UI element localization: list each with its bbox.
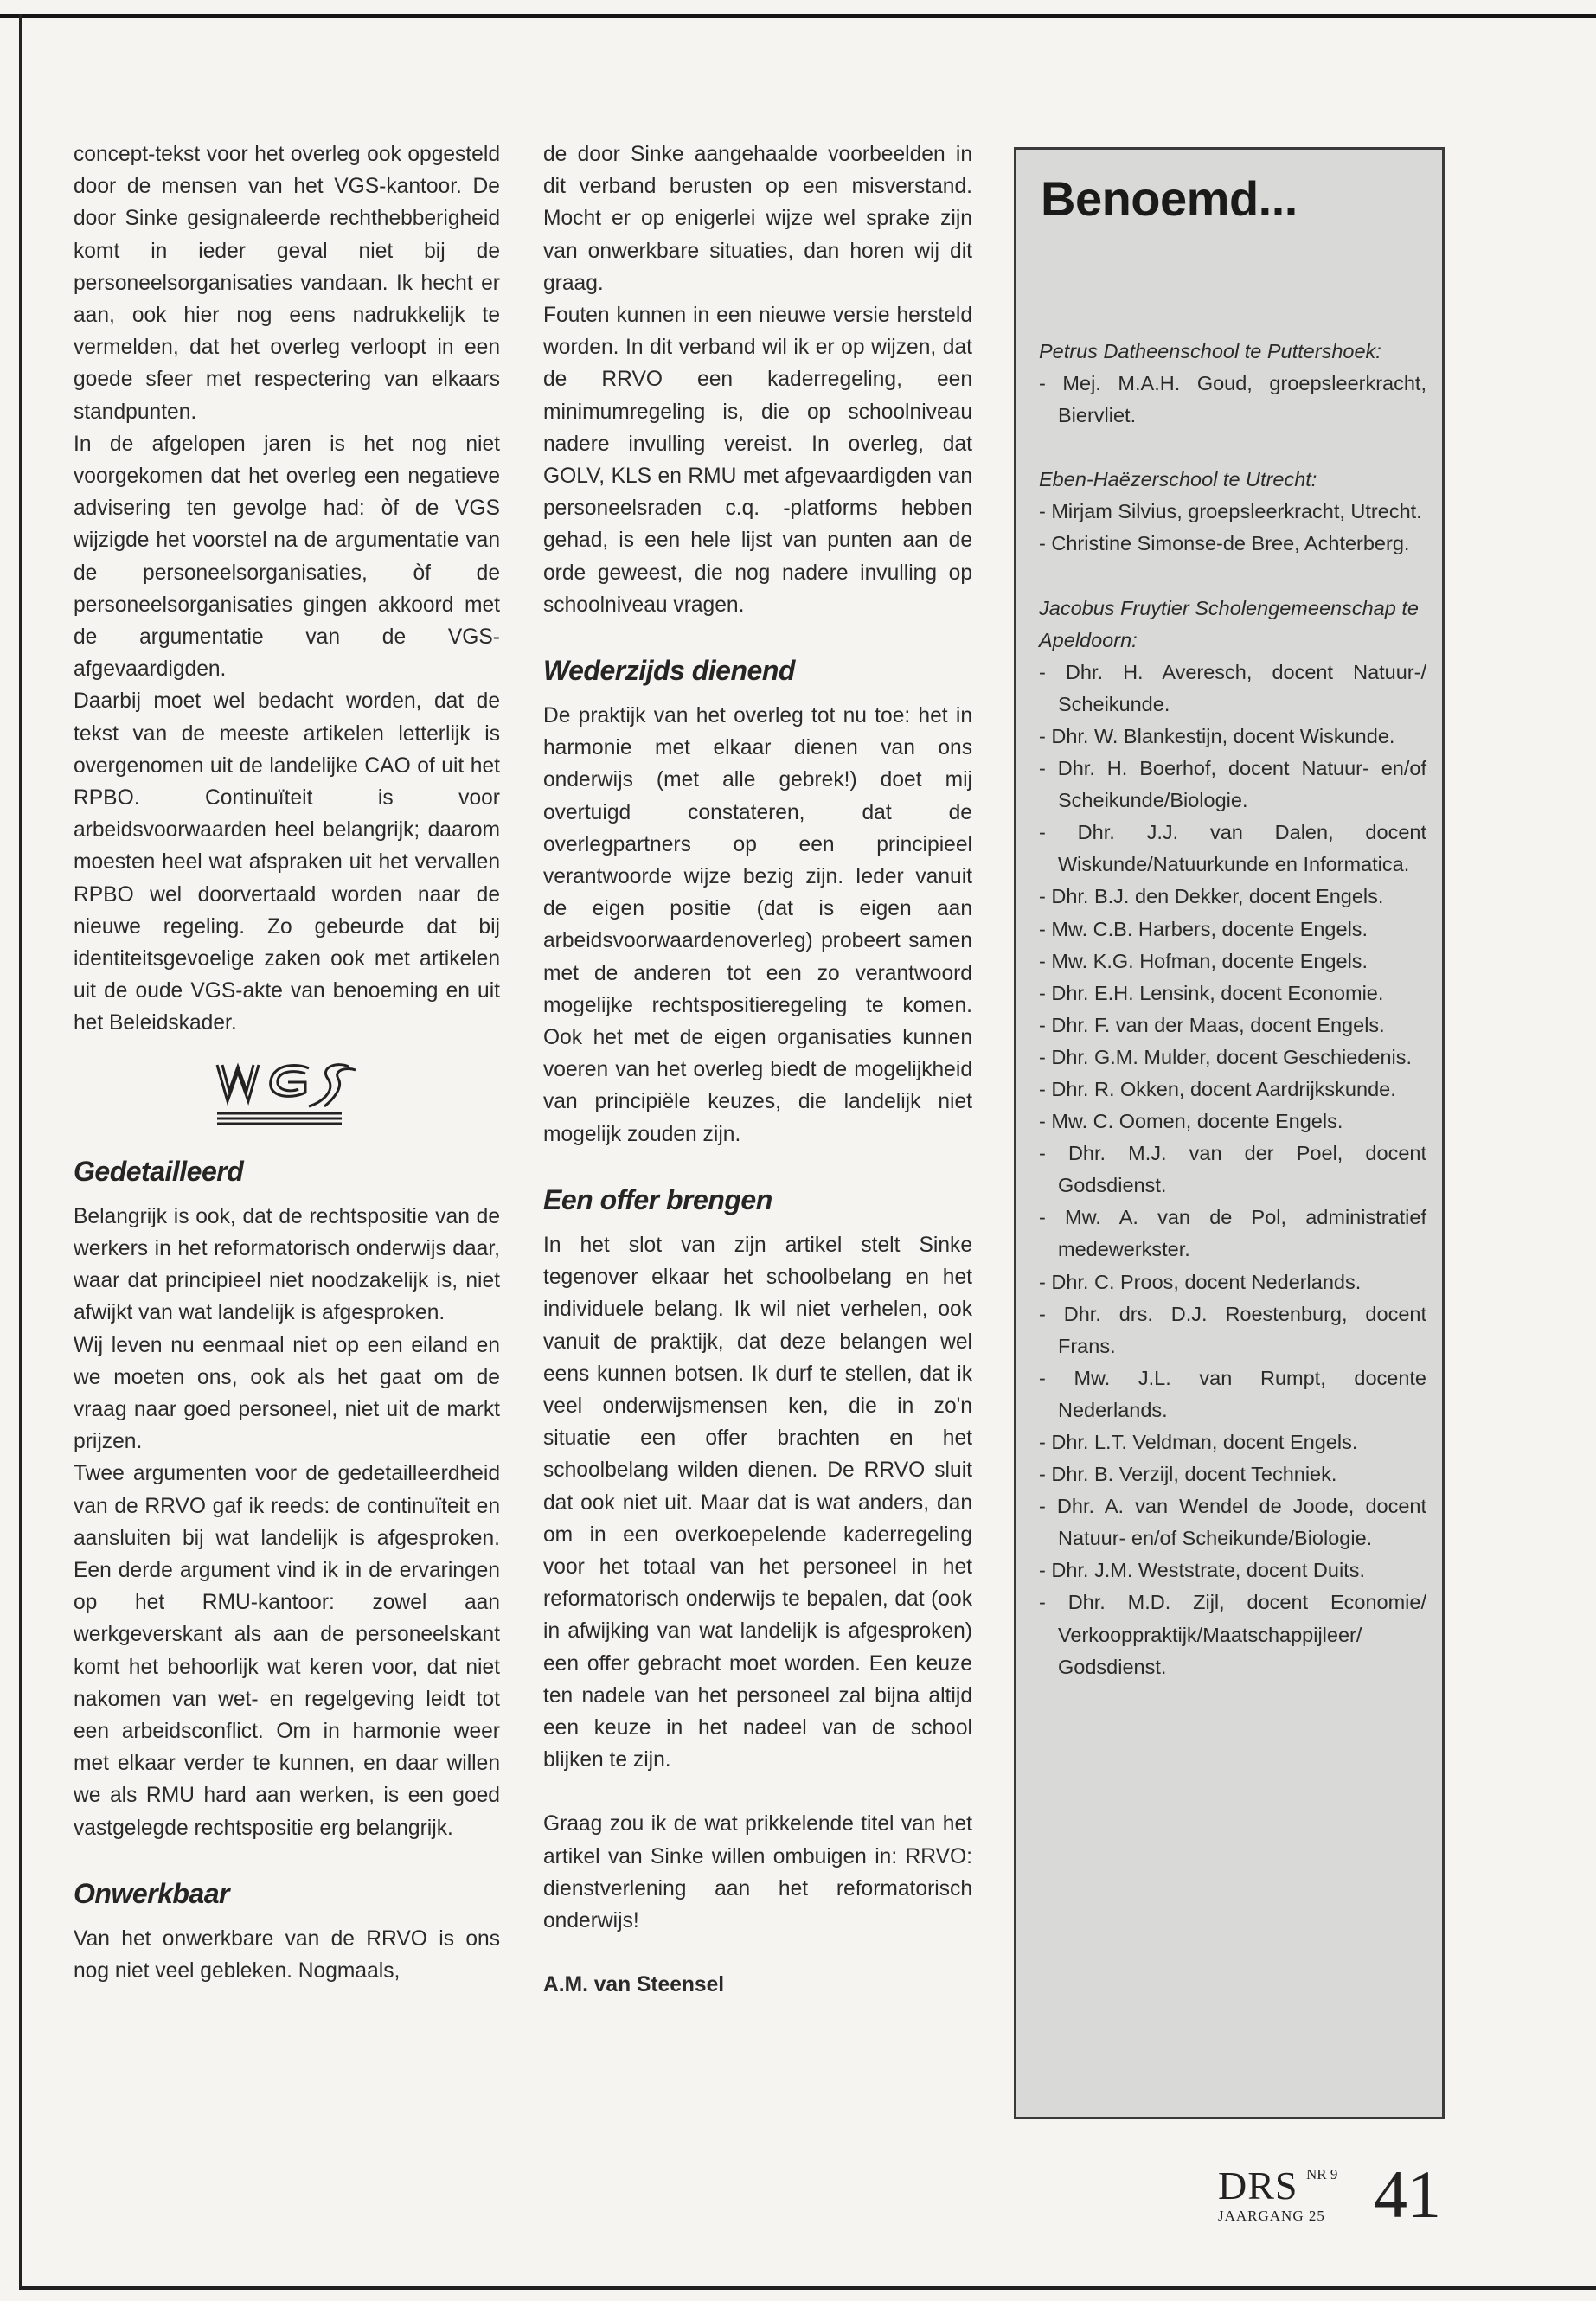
paragraph: Wij leven nu eenmaal niet op een eiland en we moeten ons, ook als het gaat om de vraag naar goed personeel, niet uit de markt prijzen.: [74, 1333, 500, 1454]
box-title: Benoemd...: [1041, 171, 1298, 226]
paragraph: In de afgelopen jaren is het nog niet voorgekomen dat het overleg een negatieve advisering ten gevolge had: òf de VGS wijzigde het voorstel na de argumentatie van de personeelsorganisaties, òf de personeelsorganisaties gingen akkoord met de argumentatie van de VGS-afgevaardigden.: [74, 432, 500, 682]
list-item: - Dhr. W. Blankestijn, docent Wiskunde.: [1039, 724, 1395, 747]
list-item: - Dhr. B. Verzijl, docent Techniek.: [1039, 1463, 1337, 1486]
appointments-list: [1039, 336, 1426, 1683]
paragraph: Fouten kunnen in een nieuwe versie hersteld worden. In dit verband wil ik er op wijzen, dat de RRVO een kaderregeling, een minimumregeling is, die op schoolniveau nadere invulling vereist. In overleg, dat GOLV, KLS en RMU met afgevaardigden van personeelsraden c.q. -platforms hebben gehad, is een hele lijst van punten aan de orde geweest, die nog nadere invulling op schoolniveau vragen.: [543, 304, 972, 617]
subheading-een-offer-brengen: Een offer brengen: [543, 1183, 772, 1215]
list-item: - Dhr. A. van Wendel de Joode, docent Natuur- en/of Scheikunde/Biologie.: [1039, 1495, 1426, 1550]
list-item: - Mw. C.B. Harbers, docente Engels.: [1039, 917, 1368, 940]
list-item: - Dhr. C. Proos, docent Nederlands.: [1039, 1270, 1362, 1293]
author-signature: A.M. van Steensel: [543, 1973, 725, 1997]
magazine-name: DRS: [1218, 2163, 1298, 2208]
subheading-wederzijds-dienend: Wederzijds dienend: [543, 655, 795, 687]
page-footer: [1218, 2156, 1460, 2234]
subheading-onwerkbaar: Onwerkbaar: [74, 1877, 229, 1909]
list-item: - Dhr. M.J. van der Poel, docent Godsdienst.: [1039, 1142, 1426, 1197]
list-item: - Dhr. L.T. Veldman, docent Engels.: [1039, 1431, 1358, 1453]
list-item: - Mw. A. van de Pol, administratief medewerkster.: [1039, 1206, 1426, 1261]
page-number: 41: [1374, 2157, 1441, 2232]
list-item: - Mw. K.G. Hofman, docente Engels.: [1039, 949, 1368, 972]
list-item: - Mw. J.L. van Rumpt, docente Nederlands.: [1039, 1366, 1426, 1421]
paragraph: Daarbij moet wel bedacht worden, dat de tekst van de meeste artikelen letterlijk is overgenomen uit de landelijke CAO of uit het RPBO. Continuïteit is voor arbeidsvoorwaarden heel belangrijk; daarom moesten heel wat afspraken uit het vervallen RPBO wel doorvertaald worden naar de nieuwe regeling. Zo gebeurde dat bij identiteitsgevoelige zaken ook met artikelen uit de oude VGS-akte van benoeming en uit het Beleidskader.: [74, 689, 500, 1035]
list-item: - Dhr. H. Averesch, docent Natuur-/ Scheikunde.: [1039, 660, 1426, 715]
list-item: - Dhr. R. Okken, docent Aardrijkskunde.: [1039, 1077, 1396, 1100]
scan-edge-left: [19, 14, 22, 2290]
vgs-logo-icon: [212, 1056, 364, 1132]
school-name: Jacobus Fruytier Scholengemeenschap te Apeldoorn:: [1039, 596, 1419, 651]
school-name: Petrus Datheenschool te Puttershoek:: [1039, 340, 1381, 362]
vgs-logo: [74, 1047, 500, 1142]
list-item: - Mej. M.A.H. Goud, groepsleerkracht, Biervliet.: [1039, 372, 1426, 427]
paragraph: In het slot van zijn artikel stelt Sinke tegenover elkaar het schoolbelang en het individuele belang. Ik wil niet verhelen, ook vanuit de praktijk, dat deze belangen wel eens kunnen botsen. Ik durf te stellen, dat ik veel onderwijsmensen ken, die in zo'n situatie een offer brachten en het schoolbelang wilden dienen. De RRVO sluit dat ook niet uit. Maar dat is wat anders, dan om in een overkoepelende kaderregeling voor het totaal van het personeel in het reformatorisch onderwijs te bepalen, dat (ook in afwijking van wat landelijk is afgesproken) een offer gebracht moet worden. Een keuze ten nadele van het personeel zal bijna altijd een keuze in het nadeel van de school blijken te zijn.: [543, 1233, 972, 1772]
school-name: Eben-Haëzerschool te Utrecht:: [1039, 468, 1317, 491]
list-item: - Mw. C. Oomen, docente Engels.: [1039, 1110, 1343, 1133]
svg-text:VGS: VGS: [212, 1055, 215, 1057]
list-item: - Dhr. drs. D.J. Roestenburg, docent Frans.: [1039, 1302, 1426, 1357]
article-column-1: [74, 138, 500, 1987]
volume-label: JAARGANG 25: [1218, 2208, 1325, 2224]
issue-number: NR 9: [1306, 2166, 1338, 2182]
list-item: - Dhr. E.H. Lensink, docent Economie.: [1039, 981, 1384, 1004]
paragraph: concept-tekst voor het overleg ook opgesteld door de mensen van het VGS-kantoor. De door Sinke gesignaleerde rechthebberigheid komt in ieder geval niet bij de personeelsorganisaties vandaan. Ik hecht er aan, ook hier nog eens nadrukkelijk te vermelden, dat het overleg verloopt in een goede sfeer met respectering van elkaars standpunten.: [74, 143, 500, 424]
subheading-gedetailleerd: Gedetailleerd: [74, 1155, 244, 1187]
list-item: - Dhr. F. van der Maas, docent Engels.: [1039, 1013, 1385, 1036]
list-item: - Dhr. H. Boerhof, docent Natuur- en/of Scheikunde/Biologie.: [1039, 757, 1426, 812]
scan-edge-top: [0, 14, 1596, 18]
list-item: - Mirjam Silvius, groepsleerkracht, Utrecht.: [1039, 500, 1422, 523]
paragraph: Graag zou ik de wat prikkelende titel van het artikel van Sinke willen ombuigen in: RRVO: dienstverlening aan het reformatorisch onderwijs!: [543, 1812, 972, 1932]
list-item: - Dhr. B.J. den Dekker, docent Engels.: [1039, 885, 1384, 908]
paragraph: Belangrijk is ook, dat de rechtspositie van de werkers in het reformatorisch onderwijs daar, waar dat principieel niet noodzakelijk is, niet afwijkt van wat landelijk is afgesproken.: [74, 1204, 500, 1325]
paragraph: de door Sinke aangehaalde voorbeelden in dit verband berusten op een misverstand. Mocht er op enigerlei wijze wel sprake zijn van onwerkbare situaties, dan horen wij dit graag.: [543, 143, 972, 295]
paragraph: De praktijk van het overleg tot nu toe: het in harmonie met elkaar dienen van ons onderwijs (met alle gebrek!) doet mij overtuigd constateren, dat de overlegpartners op een principieel verantwoorde wijze bezig zijn. Ieder vanuit de eigen positie (dat is eigen aan arbeidsvoorwaardenoverleg) probeert samen met de anderen tot een zo verantwoord mogelijke rechtspositieregeling te komen. Ook het met de eigen organisaties kunnen voeren van het overleg biedt de mogelijkheid van principiële keuzes, die landelijk niet mogelijk zouden zijn.: [543, 704, 972, 1146]
list-item: - Dhr. J.M. Weststrate, docent Duits.: [1039, 1559, 1365, 1582]
list-item: - Dhr. J.J. van Dalen, docent Wiskunde/Natuurkunde en Informatica.: [1039, 821, 1426, 876]
article-column-2: [543, 138, 972, 2001]
paragraph: Van het onwerkbare van de RRVO is ons nog niet veel gebleken. Nogmaals,: [74, 1926, 500, 1983]
benoemd-sidebar-box: [1014, 147, 1445, 2119]
list-item: - Christine Simonse-de Bree, Achterberg.: [1039, 532, 1410, 555]
list-item: - Dhr. M.D. Zijl, docent Economie/ Verkooppraktijk/Maatschappijleer/ Godsdienst.: [1039, 1591, 1426, 1678]
list-item: - Dhr. G.M. Mulder, docent Geschiedenis.: [1039, 1045, 1413, 1068]
scan-edge-bottom: [19, 2286, 1596, 2290]
paragraph: Twee argumenten voor de gedetailleerdheid van de RRVO gaf ik reeds: de continuïteit en aansluiten bij wat landelijk is afgesproken. Een derde argument vind ik in de ervaringen op het RMU-kantoor: zowel aan werkgeverskant als aan de personeelskant komt het behoorlijk wat keren voor, dat niet nakomen van wet- en regelgeving leidt tot een arbeidsconflict. Om in harmonie weer met elkaar verder te kunnen, en daar willen we als RMU hard aan werken, is een goed vastgelegde rechtspositie erg belangrijk.: [74, 1462, 500, 1840]
